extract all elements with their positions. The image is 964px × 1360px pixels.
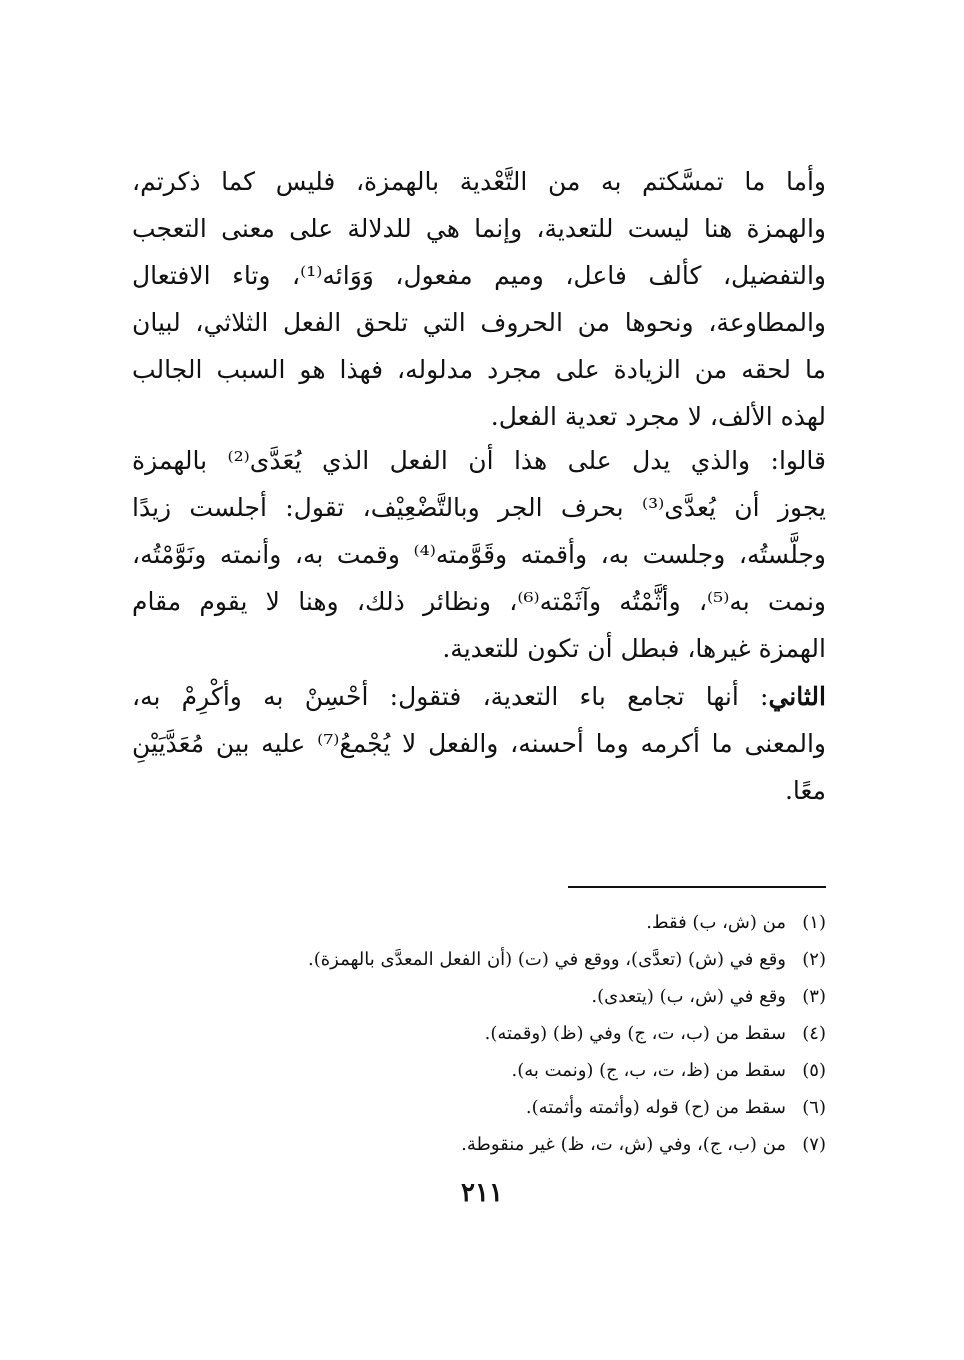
paragraph-2 [132, 437, 826, 672]
footnote-number: (٧) [802, 1134, 826, 1155]
paragraph-1 [132, 158, 826, 440]
paragraph-line-rest: : أنها تجامع باء التعدية، فتقول: أحْسِنْ به وأكْرِمْ به، [132, 682, 769, 711]
footnote-item [200, 941, 826, 978]
paragraph-line: والمعنى ما أكرمه وما أحسنه، والفعل لا يُجْمعُ⁽⁷⁾ عليه بين مُعَدَّيَيْنِ [132, 729, 826, 758]
footnote-number: (٢) [802, 949, 826, 970]
paragraph-line: يجوز أن يُعدَّى⁽³⁾ بحرف الجر وبالتَّضْعِيْف، تقول: أجلست زيدًا [132, 493, 826, 522]
paragraph-line: ما لحقه من الزيادة على مجرد مدلوله، فهذا هو السبب الجالب [132, 355, 826, 384]
paragraph-3 [132, 673, 826, 814]
footnote-item [200, 978, 826, 1015]
paragraph-line: معًا. [784, 776, 826, 805]
paragraph-line: وأما ما تمسَّكتم به من التَّعْدية بالهمزة، فليس كما ذكرتم، [132, 167, 826, 196]
footnote-item [200, 1089, 826, 1126]
footnote-item [200, 904, 826, 941]
footnote-number: (١) [802, 912, 826, 933]
paragraph-line: وجلَّستُه، وجلست به، وأقمته وقَوَّمته⁽⁴⁾ وقمت به، وأنمته ونَوَّمْتُه، [132, 540, 826, 569]
footnote-text: وقع في (ش) (تعدَّى)، ووقع في (ت) (أن الفعل المعدَّى بالهمزة). [307, 949, 786, 970]
footnote-number: (٦) [802, 1097, 826, 1118]
paragraph-line: والهمزة هنا ليست للتعدية، وإنما هي للدلالة على معنى التعجب [132, 214, 826, 243]
paragraph-line: والتفضيل، كألف فاعل، وميم مفعول، وَوَائه⁽¹⁾، وتاء الافتعال [132, 261, 826, 290]
footnote-number: (٤) [802, 1023, 826, 1044]
paragraph-line: الهمزة غيرها، فبطل أن تكون للتعدية. [442, 634, 826, 663]
footnote-text: سقط من (ب، ت، ج) وفي (ظ) (وقمته). [484, 1023, 786, 1044]
footnote-item [200, 1015, 826, 1052]
footnote-separator [568, 886, 826, 888]
footnote-item [200, 1126, 826, 1163]
footnote-item [200, 1052, 826, 1089]
paragraph-lead-word: الثاني [768, 682, 826, 711]
footnote-text: سقط من (ظ، ت، ب، ج) (ونمت به). [511, 1060, 786, 1081]
paragraph-line: والمطاوعة، ونحوها من الحروف التي تلحق الفعل الثلاثي، لبيان [132, 308, 826, 337]
paragraph-line: قالوا: والذي يدل على هذا أن الفعل الذي يُعَدَّى⁽²⁾ بالهمزة [132, 446, 826, 475]
footnote-text: من (ب، ج)، وفي (ش، ت، ظ) غير منقوطة. [461, 1134, 786, 1155]
paragraph-line: ونمت به⁽⁵⁾، وأثَّمْتُه وآثَمْته⁽⁶⁾، ونظائر ذلك، وهنا لا يقوم مقام [132, 587, 826, 616]
footnote-number: (٥) [802, 1060, 826, 1081]
footnote-number: (٣) [802, 986, 826, 1007]
footnote-text: من (ش، ب) فقط. [646, 912, 786, 933]
footnote-text: وقع في (ش، ب) (يتعدى). [591, 986, 786, 1007]
paragraph-line: لهذه الألف، لا مجرد تعدية الفعل. [490, 402, 826, 431]
footnotes-list [200, 904, 826, 1163]
footnote-text: سقط من (ح) قوله (وأثمته وأثمته). [525, 1097, 786, 1118]
paragraph-line [132, 673, 826, 720]
page-number: ٢١١ [461, 1178, 503, 1208]
